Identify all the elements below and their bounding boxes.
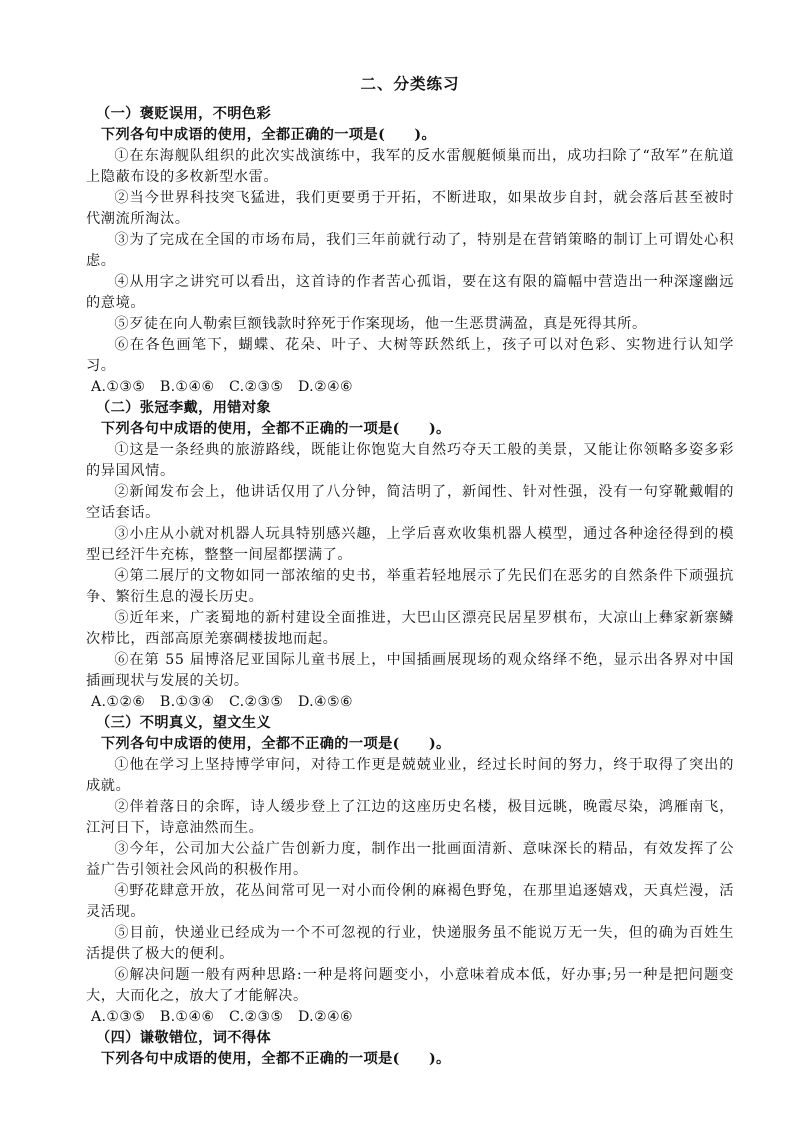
section-3 [86, 713, 734, 1028]
sentence-item: ⑥解决问题一般有两种思路:一种是将问题变小，小意味着成本低，好办事;另一种是把问题变大，大而化之，放大了才能解决。 [86, 967, 734, 1004]
section-2 [86, 398, 734, 713]
section-heading: （三）不明真义，望文生义 [96, 715, 272, 731]
sentence-item: ⑥在各色画笔下，蝴蝶、花朵、叶子、大树等跃然纸上，孩子可以对色彩、实物进行认知学习。 [86, 337, 734, 374]
sentence-item: ⑥在第 55 届博洛尼亚国际儿童书展上，中国插画展现场的观众络绎不绝，显示出各界对中国插画现状与发展的关切。 [86, 652, 734, 689]
sentence-item: ②伴着落日的余晖，诗人缓步登上了江边的这座历史名楼，极目远眺，晚霞尽染，鸿雁南飞，江河日下，诗意油然而生。 [86, 799, 734, 836]
sentence-item: ③今年，公司加大公益广告创新力度，制作出一批画面清新、意味深长的精品，有效发挥了公益广告引领社会风尚的积极作用。 [86, 841, 734, 878]
answer-options: A.①③⑤ B.①④⑥ C.②③⑤ D.②④⑥ [91, 1009, 354, 1025]
sentence-item: ⑤近年来，广袤蜀地的新村建设全面推进，大巴山区漂亮民居星罗棋布，大凉山上彝家新寨鳞次栉比，西部高原羌寨碉楼拔地而起。 [86, 610, 734, 647]
document-page [86, 72, 734, 1070]
sentence-item: ③为了完成在全国的市场布局，我们三年前就行动了，特别是在营销策略的制订上可谓处心积虑。 [86, 232, 734, 269]
sentence-item: ①这是一条经典的旅游路线，既能让你饱览大自然巧夺天工般的美景，又能让你领略多姿多彩的异国风情。 [86, 442, 734, 479]
sentence-item: ②新闻发布会上，他讲话仅用了八分钟，简洁明了，新闻性、针对性强，没有一句穿靴戴帽的空话套话。 [86, 484, 734, 521]
question-stem: 下列各句中成语的使用，全都正确的一项是( )。 [100, 127, 437, 143]
page-title: 二、分类练习 [360, 74, 460, 93]
sentence-item: ①他在学习上坚持博学审问，对待工作更是兢兢业业，经过长时间的努力，终于取得了突出的成就。 [86, 757, 734, 794]
sentence-item: ④野花肆意开放，花丛间常可见一对小而伶俐的麻褐色野兔，在那里追逐嬉戏，天真烂漫，活灵活现。 [86, 883, 734, 920]
section-heading: （二）张冠李戴，用错对象 [96, 400, 272, 416]
sentence-item: ⑤歹徒在向人勒索巨额钱款时猝死于作案现场，他一生恶贯满盈，真是死得其所。 [114, 316, 647, 332]
section-4 [86, 1028, 734, 1070]
question-stem: 下列各句中成语的使用，全都不正确的一项是( )。 [100, 736, 451, 752]
question-stem: 下列各句中成语的使用，全都不正确的一项是( )。 [100, 421, 451, 437]
section-heading: （四）谦敬错位，词不得体 [96, 1030, 272, 1046]
sentence-item: ④第二展厅的文物如同一部浓缩的史书，举重若轻地展示了先民们在恶劣的自然条件下顽强抗争、繁衍生息的漫长历史。 [86, 568, 734, 605]
answer-options: A.①②⑥ B.①③④ C.②③⑤ D.④⑤⑥ [91, 694, 354, 710]
sentence-item: ⑤目前，快递业已经成为一个不可忽视的行业，快递服务虽不能说万无一失，但的确为百姓生活提供了极大的便利。 [86, 925, 734, 962]
sentence-item: ②当今世界科技突飞猛进，我们更要勇于开拓，不断进取，如果故步自封，就会落后甚至被时代潮流所淘汰。 [86, 190, 734, 227]
sentence-item: ③小庄从小就对机器人玩具特别感兴趣，上学后喜欢收集机器人模型，通过各种途径得到的模型已经汗牛充栋，整整一间屋都摆满了。 [86, 526, 734, 563]
question-stem: 下列各句中成语的使用，全都不正确的一项是( )。 [100, 1051, 451, 1067]
section-heading: （一）褒贬误用，不明色彩 [96, 106, 272, 122]
sentence-item: ④从用字之讲究可以看出，这首诗的作者苦心孤诣，要在这有限的篇幅中营造出一种深邃幽远的意境。 [86, 274, 734, 311]
answer-options: A.①③⑤ B.①④⑥ C.②③⑤ D.②④⑥ [91, 379, 354, 395]
sentence-item: ①在东海舰队组织的此次实战演练中，我军的反水雷舰艇倾巢而出，成功扫除了“敌军”在航道上隐蔽布设的多枚新型水雷。 [86, 148, 734, 185]
section-1 [86, 104, 734, 398]
